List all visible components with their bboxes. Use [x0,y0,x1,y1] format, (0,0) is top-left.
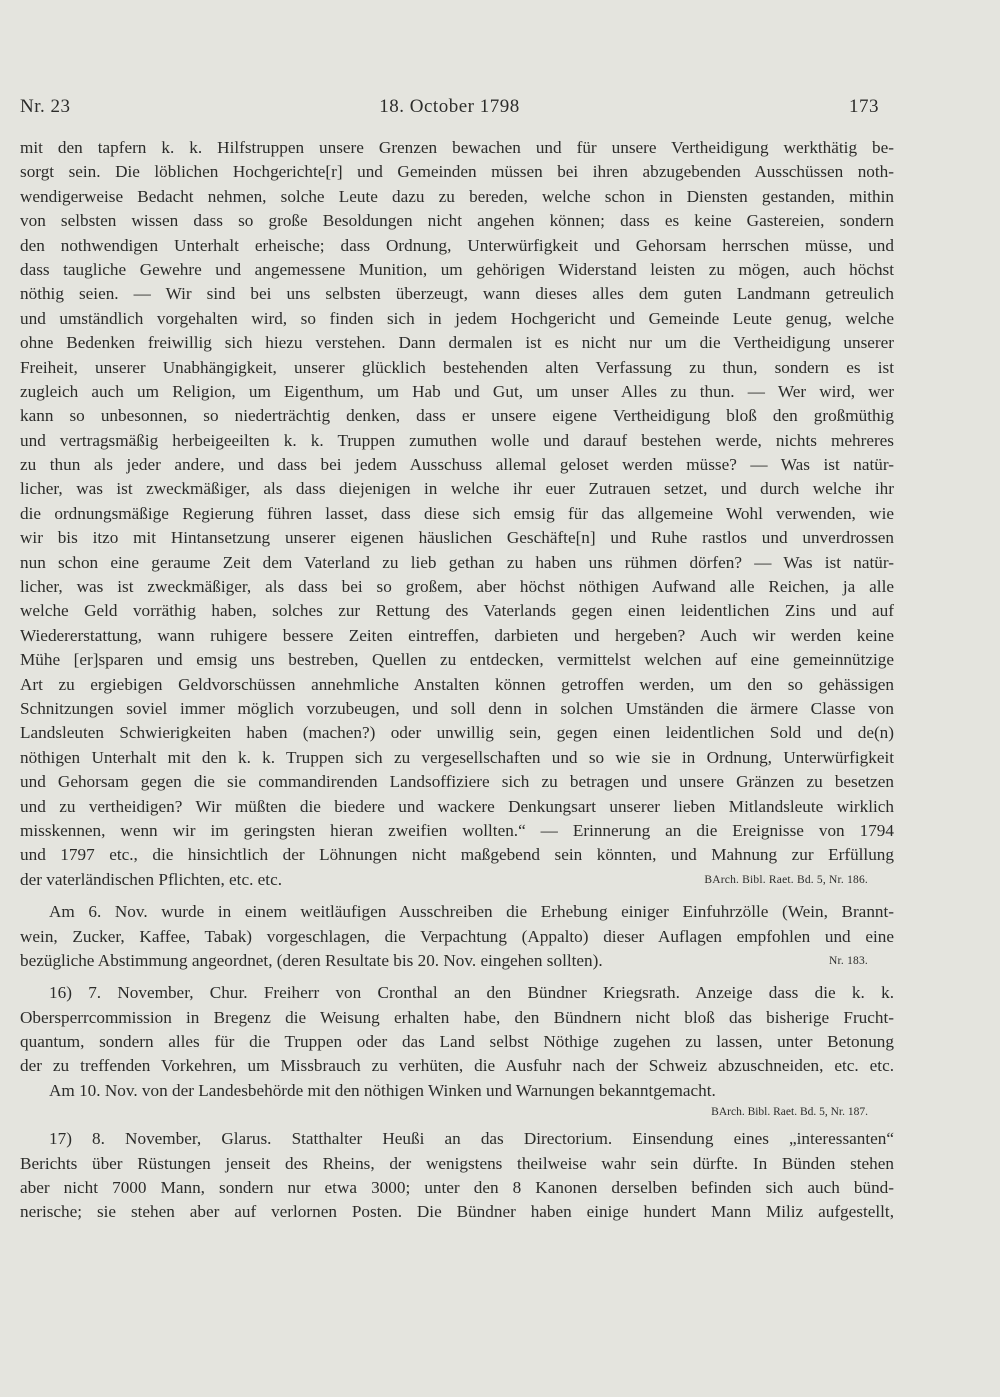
text-line: die ordnungsmäßige Regierung führen lasset, dass diese sich emsig für das allgemeine Wohl verwenden, wie [20,503,894,523]
document-body [20,136,894,1225]
text-line: Landsleuten Schwierigkeiten haben (machen?) oder unwillig sein, gegen einen leidentlichen Sold und de(n) [20,723,894,743]
text-line: licher, was ist zweckmäßiger, als dass diejenigen in welche ihr euer Zutrauen setzet, und durch welche ihr [20,479,894,499]
text-line: zugleich auch um Religion, um Eigenthum, um Hab und Gut, um unser Alles zu thun. — Wer wird, wer [20,381,894,401]
text-line: und umständlich vorgehalten wird, so finden sich in jedem Hochgericht und Gemeinde Leute genug, welche [20,308,894,328]
text-line: ohne Bedenken freiwillig sich hiezu verstehen. Dann dermalen ist es nicht nur um die Vertheidigung unserer [20,333,894,353]
text-line: Wiedererstattung, wann ruhigere bessere Zeiten eintreffen, darbieten und hergeben? Auch wir werden keine [20,625,894,645]
text-line: der vaterländischen Pflichten, etc. etc. [20,869,282,889]
text-line: Obersperrcommission in Bregenz die Weisung erhalten habe, den Bündnern nicht bloß das bisherige Frucht- [20,1007,894,1027]
archive-reference: BArch. Bibl. Raet. Bd. 5, Nr. 186. [704,873,868,886]
text-line: der zu treffenden Vorkehren, um Missbrauch zu verhüten, die Ausfuhr nach der Schweiz abzuschneiden, etc. etc. [20,1056,894,1076]
text-line: Am 6. Nov. wurde in einem weitläufigen Ausschreiben die Erhebung einiger Einfuhrzölle (Wein, Brannt- [49,902,894,922]
document-number: Nr. 23 [20,96,71,117]
text-line: und zu vertheidigen? Wir müßten die biedere und wackere Denkungsart unserer lieben Mitlandsleute wirklich [20,796,894,816]
text-line: 17) 8. November, Glarus. Statthalter Heußi an das Directorium. Einsendung eines „interessanten“ [49,1129,894,1149]
text-line: quantum, sondern alles für die Truppen oder das Land selbst Nöthige zugehen zu lassen, unter Betonung [20,1032,894,1052]
text-line: aber nicht 7000 Mann, sondern nur etwa 3000; unter den 8 Kanonen derselben befinden sich auch bünd- [20,1178,894,1198]
text-line: nun schon eine geraume Zeit dem Vaterland zu lieb gethan zu haben uns rühmen dörfen? — Was ist natür- [20,552,894,572]
archive-reference: Nr. 183. [829,954,868,967]
text-line: sorgt sein. Die löblichen Hochgerichte[r] und Gemeinden müssen bei ihren abzugebenden Ausschüssen noth- [20,162,894,182]
page-header [20,96,879,126]
text-line: und Gehorsam gegen die sie commandirenden Landsoffiziere sich zu betragen und unsere Gränzen zu besetzen [20,772,894,792]
text-line: und 1797 etc., die hinsichtlich der Löhnungen nicht maßgebend sein könnten, und Mahnung zur Erfüllung [20,845,894,865]
text-line: zu thun als jeder andere, und dass bei jedem Ausschuss allemal geloset werden müsse? — Was ist natür- [20,455,894,475]
text-line: nöthig seien. — Wir sind bei uns selbsten überzeugt, wann dieses alles dem guten Landmann getreulich [20,284,894,304]
archive-reference: BArch. Bibl. Raet. Bd. 5, Nr. 187. [711,1106,868,1119]
text-line: welche Geld vorräthig haben, solches zur Rettung des Vaterlands gegen einen leidentlichen Zins und auf [20,601,894,621]
text-line: Art zu ergiebigen Geldvorschüssen annehmliche Anstalten können getroffen werden, um den so gehässigen [20,674,894,694]
text-line: Am 10. Nov. von der Landesbehörde mit den nöthigen Winken und Warnungen bekanntgemacht. [49,1080,716,1100]
text-line: dass taugliche Gewehre und angemessene Munition, um gehörigen Widerstand leisten zu mögen, auch höchst [20,259,894,279]
text-line: wir bis itzo mit Hintansetzung unserer eigenen häuslichen Geschäfte[n] und Ruhe rastlos und unverdrossen [20,528,894,548]
text-line: von selbsten wissen dass so große Besoldungen nicht angehen können; dass es keine Gastereien, sondern [20,211,894,231]
text-line: den nothwendigen Unterhalt erheische; dass Ordnung, Unterwürfigkeit und Gehorsam herrschen müsse, und [20,235,894,255]
paragraph-decree [20,136,894,892]
text-line: bezügliche Abstimmung angeordnet, (deren Resultate bis 20. Nov. eingehen sollten). [20,950,603,970]
text-line: wendigerweise Bedacht nehmen, solche Leute dazu zu bereden, welche schon in Diensten gestanden, mithin [20,186,894,206]
paragraph-entry-17 [20,1127,894,1225]
document-date: 18. October 1798 [379,96,520,117]
text-line: mit den tapfern k. k. Hilfstruppen unsere Grenzen bewachen und für unsere Vertheidigung werkthätig be- [20,138,894,157]
text-line-with-reference [20,868,894,892]
text-line: Schnitzungen soviel immer möglich vorzubeugen, und soll denn in solchen Umständen die ärmere Classe von [20,698,894,718]
text-line: 16) 7. November, Chur. Freiherr von Cronthal an den Bündner Kriegsrath. Anzeige dass die k. k. [49,983,894,1003]
text-line: nöthigen Unterhalt mit den k. k. Truppen sich zu vergesellschaften und so wie sie in Ordnung, Unterwürfigkeit [20,747,894,767]
text-line: und vertragsmäßig herbeigeeilten k. k. Truppen zumuthen wolle und darauf bestehen werde, nichts mehreres [20,430,894,450]
paragraph-entry-16 [20,981,894,1121]
text-line: Freiheit, unserer Unabhängigkeit, unserer glücklich bestehenden alten Verfassung zu thun, sondern es ist [20,357,894,377]
text-line: nerische; sie stehen aber auf verlornen Posten. Die Bündner haben einige hundert Mann Miliz aufgestellt, [20,1202,894,1222]
text-line: kann so unbesonnen, so niederträchtig denken, dass er unsere eigene Vertheidigung bloß den großmüthig [20,406,894,426]
text-line: misskennen, wenn wir im geringsten hieran zweifien wollten.“ — Erinnerung an die Ereignisse von 1794 [20,820,894,840]
text-line-with-reference [20,949,894,973]
page-number: 173 [849,96,879,117]
text-line: licher, was ist zweckmäßiger, als dass bei so großem, aber höchst nöthigen Aufwand alle Reichen, ja alle [20,577,894,597]
text-line: Berichts über Rüstungen jenseit des Rheins, der wenigstens theilweise wahr sein dürfte. In Bünden stehen [20,1153,894,1173]
text-line: Mühe [er]sparen und emsig uns bestreben, Quellen zu entdecken, vermittelst welchen auf eine gemeinnützige [20,650,894,670]
text-line: wein, Zucker, Kaffee, Tabak) vorgeschlagen, die Verpachtung (Appalto) dieser Auflagen empfohlen und eine [20,926,894,946]
paragraph-tolls [20,900,894,973]
